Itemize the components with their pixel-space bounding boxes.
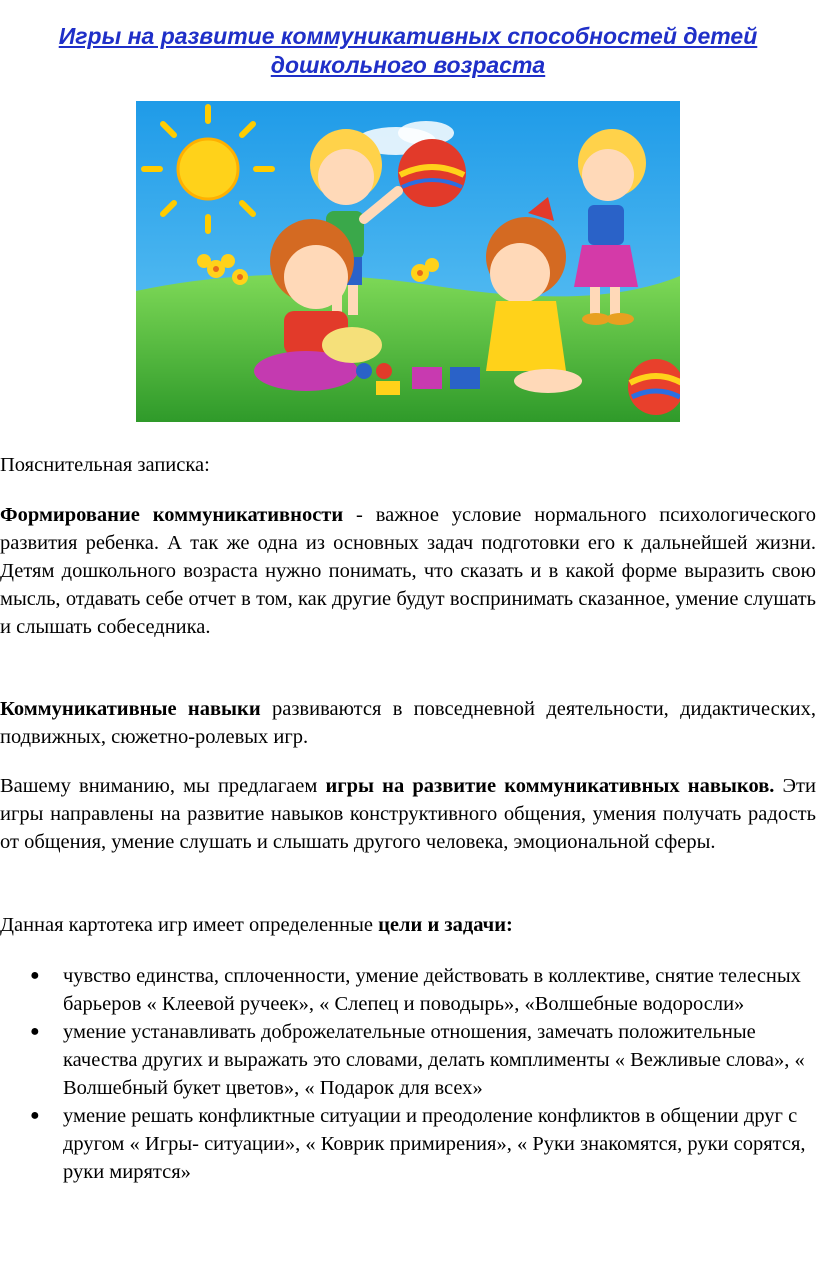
goals-list (0, 962, 816, 1186)
bullet-icon: ● (30, 1023, 40, 1040)
paragraph-3-start: Вашему вниманию, мы предлагаем (0, 775, 326, 797)
paragraph-1-bold: Формирование коммуникативности (0, 504, 344, 526)
children-playing-illustration (136, 101, 680, 422)
list-item (0, 1018, 816, 1102)
paragraph-2-text: развиваются в повседневной деятельности, дидактических, подвижных, сюжетно-ролевых игр. (0, 698, 816, 748)
document-title: Игры на развитие коммуникативных способностей детей дошкольного возраста (58, 23, 758, 78)
paragraph-4-start: Данная картотека игр имеет определенные (0, 914, 379, 936)
paragraph-2-bold: Коммуникативные навыки (0, 698, 261, 720)
ball-icon (398, 139, 466, 207)
paragraph-4 (0, 911, 816, 939)
list-item (0, 962, 816, 1018)
paragraph-3-bold: игры на развитие коммуникативных навыков. (325, 775, 775, 797)
paragraph-3 (0, 772, 816, 856)
paragraph-3-text: Эти игры направлены на развитие навыков конструктивного общения, умения получать радость от общения, умение слушать и слышать другого человека, эмоциональной сферы. (0, 775, 816, 853)
bullet-icon: ● (30, 967, 40, 984)
paragraph-4-bold: цели и задачи: (378, 914, 513, 936)
list-item-text: чувство единства, сплоченности, умение действовать в коллективе, снятие телесных барьеров « Клеевой ручеек», « Слепец и поводырь», «Волшебные водоросли» (63, 965, 801, 1015)
paragraph-1 (0, 501, 816, 641)
paragraph-1-text: - важное условие нормального психологического развития ребенка. А так же одна из основных задач подготовки его к дальнейшей жизни. Детям дошкольного возраста нужно понимать, что сказать и в какой форме выразить свою мысль, отдавать себе отчет в том, как другие будут воспринимать сказанное, умение слушать и слышать собеседника. (0, 504, 816, 638)
list-item (0, 1102, 816, 1186)
paragraph-2 (0, 695, 816, 751)
note-heading: Пояснительная записка: (0, 454, 210, 476)
list-item-text: умение решать конфликтные ситуации и преодоление конфликтов в общении друг с другом « Игры- ситуации», « Коврик примирения», « Руки знакомятся, руки сорятся, руки мирятся» (63, 1105, 806, 1183)
bullet-icon: ● (30, 1107, 40, 1124)
list-item-text: умение устанавливать доброжелательные отношения, замечать положительные качества других и выражать это словами, делать комплименты « Вежливые слова», « Волшебный букет цветов», « Подарок для всех» (63, 1021, 805, 1099)
